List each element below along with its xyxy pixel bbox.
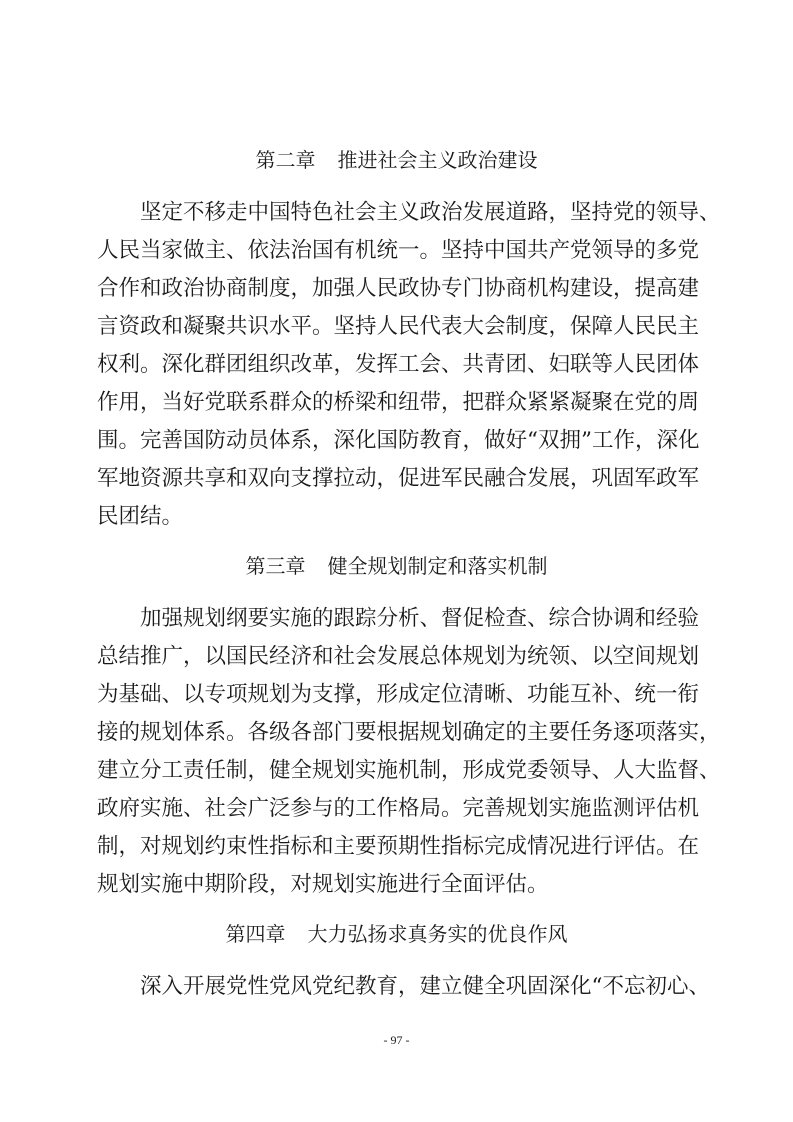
chapter-title-text: 大力弘扬求真务实的优良作风 bbox=[307, 922, 568, 946]
paragraph-line: 制，对规划约束性指标和主要预期性指标完成情况进行评估。在 bbox=[97, 834, 700, 859]
paragraph-line: 作用，当好党联系群众的桥梁和纽带，把群众紧紧凝聚在党的周 bbox=[97, 390, 700, 415]
paragraph-line: 为基础、以专项规划为支撑，形成定位清晰、功能互补、统一衔 bbox=[97, 682, 700, 707]
chapter-number: 第二章 bbox=[255, 148, 316, 172]
chapter-heading bbox=[0, 920, 793, 948]
paragraph-line: 围。完善国防动员体系，深化国防教育，做好“双拥”工作，深化 bbox=[97, 428, 700, 453]
paragraph-line: 人民当家做主、依法治国有机统一。坚持中国共产党领导的多党 bbox=[97, 238, 700, 263]
chapter-heading bbox=[0, 552, 793, 580]
paragraph-line: 言资政和凝聚共识水平。坚持人民代表大会制度，保障人民民主 bbox=[97, 314, 700, 339]
paragraph-line: 规划实施中期阶段，对规划实施进行全面评估。 bbox=[97, 872, 549, 897]
chapter-number: 第三章 bbox=[245, 554, 306, 578]
paragraph-line: 建立分工责任制，健全规划实施机制，形成党委领导、人大监督、 bbox=[97, 758, 721, 783]
paragraph-line: 合作和政治协商制度，加强人民政协专门协商机构建设，提高建 bbox=[97, 276, 700, 301]
paragraph-line: 民团结。 bbox=[97, 504, 184, 529]
paragraph-line: 加强规划纲要实施的跟踪分析、督促检查、综合协调和经验 bbox=[140, 606, 700, 631]
chapter-number: 第四章 bbox=[225, 922, 286, 946]
paragraph-line: 深入开展党性党风党纪教育，建立健全巩固深化“不忘初心、 bbox=[140, 974, 710, 999]
chapter-title-text: 健全规划制定和落实机制 bbox=[327, 554, 548, 578]
chapter-title-text: 推进社会主义政治建设 bbox=[337, 148, 538, 172]
chapter-heading bbox=[0, 146, 793, 174]
paragraph-line: 军地资源共享和双向支撑拉动，促进军民融合发展，巩固军政军 bbox=[97, 466, 700, 491]
page-number: - 97 - bbox=[383, 1033, 410, 1047]
paragraph-line: 政府实施、社会广泛参与的工作格局。完善规划实施监测评估机 bbox=[97, 796, 700, 821]
paragraph-line: 接的规划体系。各级各部门要根据规划确定的主要任务逐项落实， bbox=[97, 720, 721, 745]
paragraph-line: 权利。深化群团组织改革，发挥工会、共青团、妇联等人民团体 bbox=[97, 352, 700, 377]
paragraph-line: 坚定不移走中国特色社会主义政治发展道路，坚持党的领导、 bbox=[140, 200, 721, 225]
paragraph-line: 总结推广，以国民经济和社会发展总体规划为统领、以空间规划 bbox=[97, 644, 700, 669]
